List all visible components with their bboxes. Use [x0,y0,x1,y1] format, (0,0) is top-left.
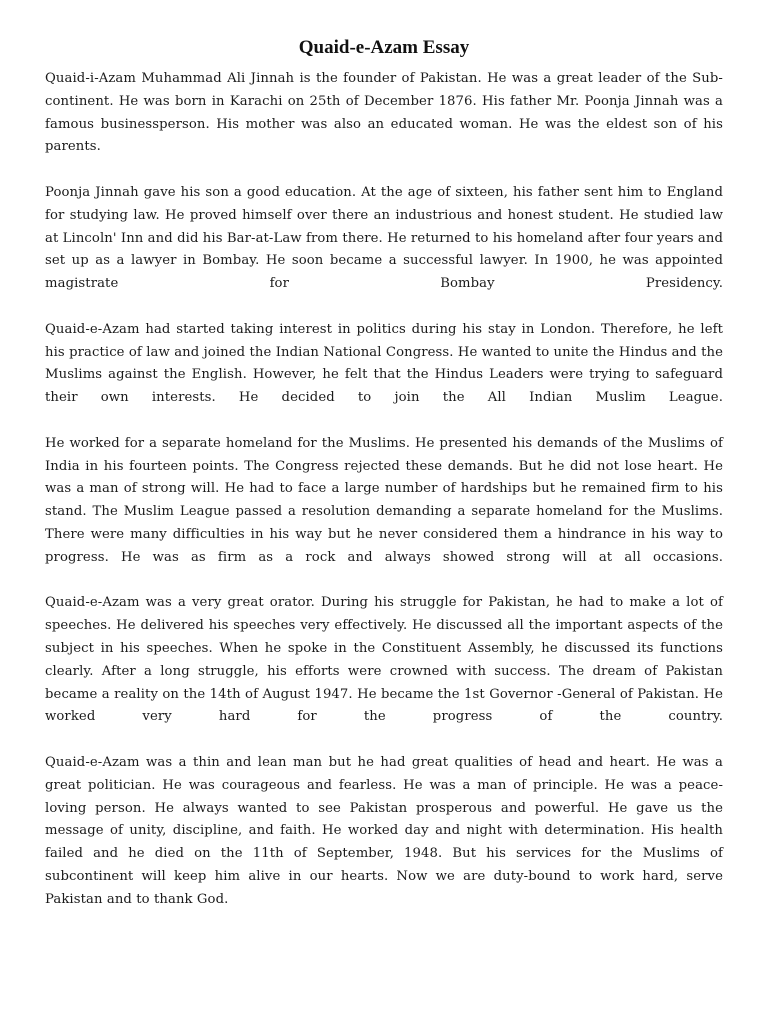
paragraph-orator: Quaid-e-Azam was a very great orator. During his struggle for Pakistan, he had to make a lot of speeches. He delivered his speeches very effectively. He discussed all the important aspects of the subject in his speeches. When he spoke in the Constituent Assembly, he discussed its functions clearly. After a long struggle, his efforts were crowned with success. The dream of Pakistan became a reality on the 14th of August 1947. He became the 1st Governor -General of Pakistan. He worked very hard for the progress of the country. [45,595,723,725]
essay-body [45,68,723,934]
paragraph-politics: Quaid-e-Azam had started taking interest in politics during his stay in London. Therefore, he left his practice of law and joined the Indian National Congress. He wanted to unite the Hindus and the Muslims against the English. However, he felt that the Hindus Leaders were trying to safeguard their own interests. He decided to join the All Indian Muslim League. [45,321,723,406]
essay-title: Quaid-e-Azam Essay [298,37,470,58]
paragraph-qualities: Quaid-e-Azam was a thin and lean man but he had great qualities of head and heart. He was a great politician. He was courageous and fearless. He was a man of principle. He was a peace-loving person. He always wanted to see Pakistan prosperous and powerful. He gave us the message of unity, discipline, and faith. He worked day and night with determination. His health failed and he died on the 11th of September, 1948. But his services for the Muslims of subcontinent will keep him alive in our hearts. Now we are duty-bound to work hard, serve Pakistan and to thank God. [45,754,723,907]
paragraph-education: Poonja Jinnah gave his son a good education. At the age of sixteen, his father sent him to England for studying law. He proved himself over there an industrious and honest student. He studied law at Lincoln' Inn and did his Bar-at-Law from there. He returned to his homeland after four years and set up as a lawyer in Bombay. He soon became a successful lawyer. In 1900, he was appointed magistrate for Bombay Presidency. [45,184,723,292]
paragraph-homeland: He worked for a separate homeland for the Muslims. He presented his demands of the Muslims of India in his fourteen points. The Congress rejected these demands. But he did not lose heart. He was a man of strong will. He had to face a large number of hardships but he remained firm to his stand. The Muslim League passed a resolution demanding a separate homeland for the Muslims. There were many difficulties in his way but he never considered them a hindrance in his way to progress. He was as firm as a rock and always showed strong will at all occasions. [45,435,723,565]
paragraph-introduction: Quaid-i-Azam Muhammad Ali Jinnah is the founder of Pakistan. He was a great leader of the Sub-continent. He was born in Karachi on 25th of December 1876. His father Mr. Poonja Jinnah was a famous businessperson. His mother was also an educated woman. He was the eldest son of his parents. [45,71,723,155]
